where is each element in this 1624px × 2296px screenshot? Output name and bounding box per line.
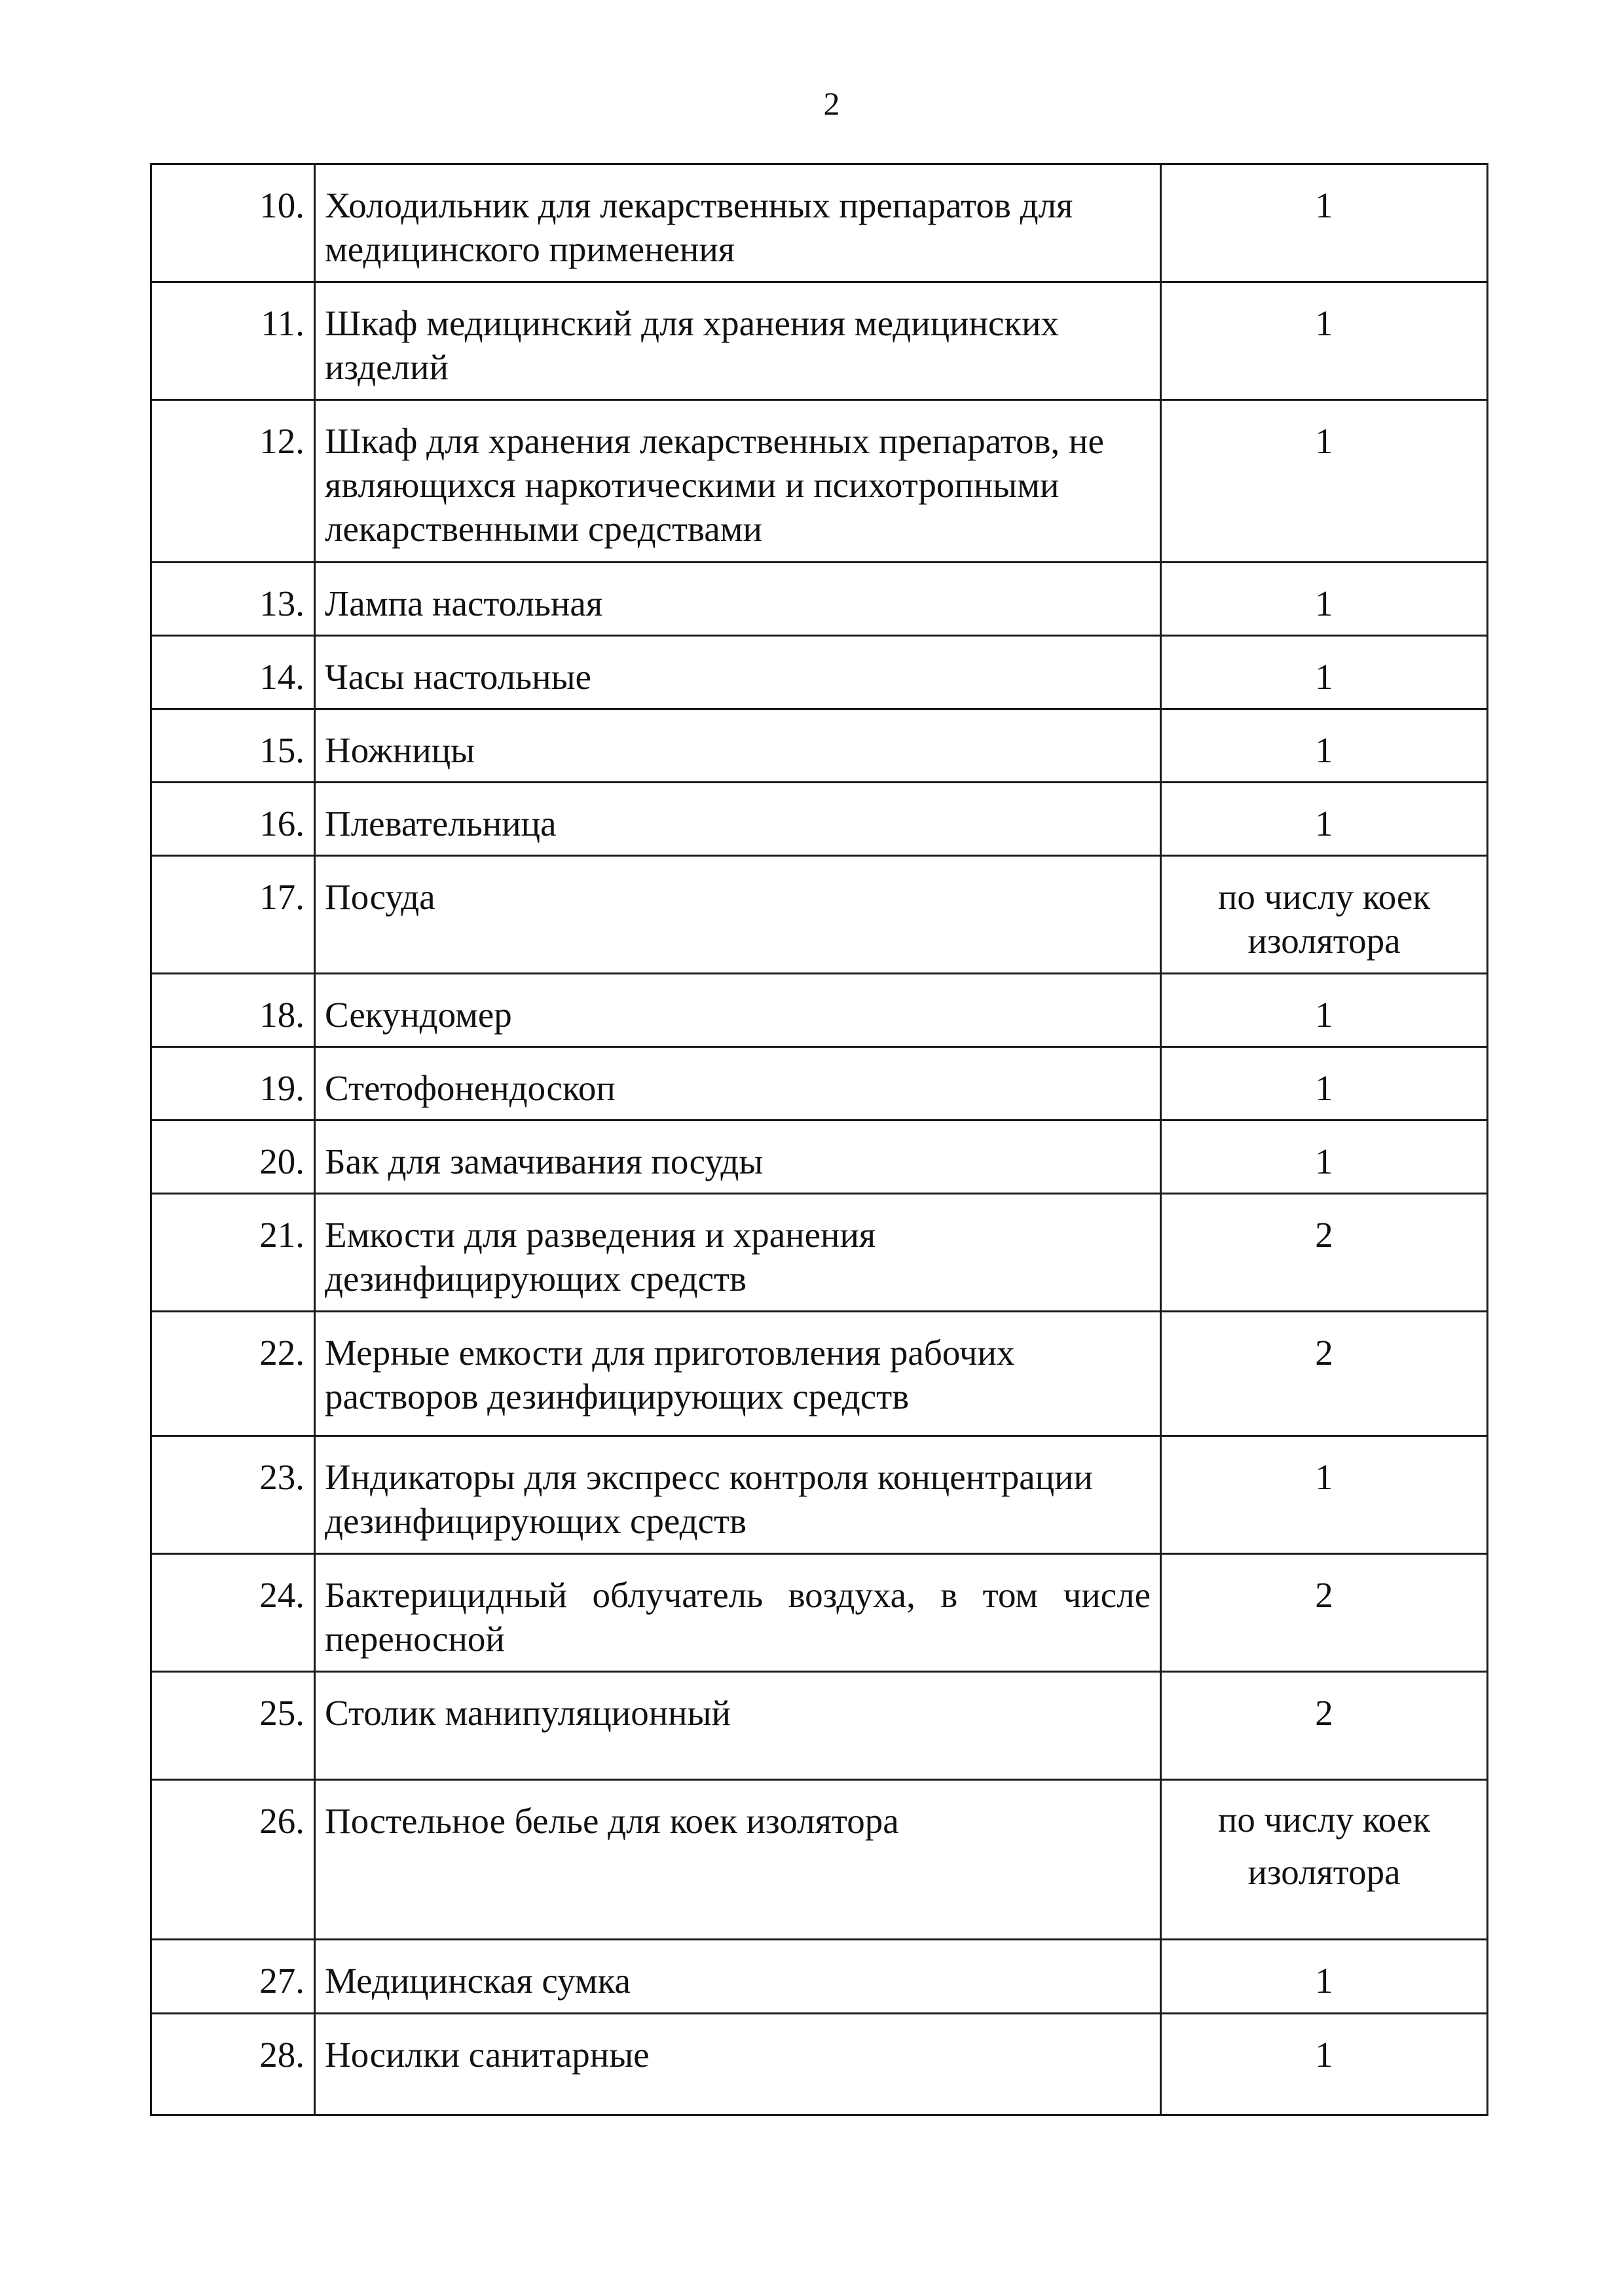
item-quantity: 1 (1161, 1436, 1488, 1554)
row-number: 16. (151, 783, 315, 856)
item-quantity: 1 (1161, 1047, 1488, 1120)
row-number: 27. (151, 1940, 315, 2014)
row-number: 20. (151, 1120, 315, 1194)
item-quantity: 1 (1161, 783, 1488, 856)
table-row (151, 1940, 1488, 2014)
item-name: Шкаф медицинский для хранения медицинских изделий (315, 282, 1161, 400)
table-row (151, 1554, 1488, 1672)
item-name: Мерные емкости для приготовления рабочих растворов дезинфицирующих средств (315, 1312, 1161, 1436)
row-number: 26. (151, 1780, 315, 1940)
equipment-table (150, 163, 1488, 2116)
table-row (151, 2014, 1488, 2115)
table-row (151, 783, 1488, 856)
row-number: 10. (151, 164, 315, 282)
row-number: 19. (151, 1047, 315, 1120)
item-quantity: 2 (1161, 1194, 1488, 1312)
item-quantity: 2 (1161, 1672, 1488, 1780)
item-name: Постельное белье для коек изолятора (315, 1780, 1161, 1940)
item-quantity: по числу коек изолятора (1161, 1780, 1488, 1940)
item-name: Плевательница (315, 783, 1161, 856)
table-row (151, 1312, 1488, 1436)
item-quantity: по числу коек изолятора (1161, 856, 1488, 974)
row-number: 23. (151, 1436, 315, 1554)
item-quantity: 1 (1161, 282, 1488, 400)
table-row (151, 164, 1488, 282)
item-quantity: 1 (1161, 400, 1488, 563)
row-number: 15. (151, 709, 315, 783)
item-name: Холодильник для лекарственных препаратов для медицинского применения (315, 164, 1161, 282)
item-name: Медицинская сумка (315, 1940, 1161, 2014)
item-name: Секундомер (315, 974, 1161, 1047)
item-name: Бак для замачивания посуды (315, 1120, 1161, 1194)
table-row (151, 856, 1488, 974)
row-number: 22. (151, 1312, 315, 1436)
item-name: Часы настольные (315, 636, 1161, 709)
item-name: Стетофонендоскоп (315, 1047, 1161, 1120)
page-number: 2 (823, 85, 840, 122)
item-quantity: 1 (1161, 563, 1488, 636)
table-row (151, 709, 1488, 783)
table-row (151, 282, 1488, 400)
item-quantity: 1 (1161, 974, 1488, 1047)
row-number: 17. (151, 856, 315, 974)
row-number: 13. (151, 563, 315, 636)
table-row (151, 400, 1488, 563)
table-row (151, 1672, 1488, 1780)
item-quantity: 2 (1161, 1312, 1488, 1436)
table-row (151, 1780, 1488, 1940)
item-quantity: 1 (1161, 2014, 1488, 2115)
table-row (151, 1194, 1488, 1312)
item-name: Шкаф для хранения лекарственных препаратов, не являющихся наркотическими и психотропными лекарственными средствами (315, 400, 1161, 563)
item-name: Ножницы (315, 709, 1161, 783)
item-quantity: 1 (1161, 1120, 1488, 1194)
item-quantity: 2 (1161, 1554, 1488, 1672)
item-name: Столик манипуляционный (315, 1672, 1161, 1780)
row-number: 28. (151, 2014, 315, 2115)
item-name: Емкости для разведения и хранения дезинфицирующих средств (315, 1194, 1161, 1312)
row-number: 18. (151, 974, 315, 1047)
item-name: Бактерицидный облучатель воздуха, в том числе переносной (315, 1554, 1161, 1672)
table-row (151, 974, 1488, 1047)
table-row (151, 1047, 1488, 1120)
item-name: Лампа настольная (315, 563, 1161, 636)
row-number: 25. (151, 1672, 315, 1780)
item-name: Индикаторы для экспресс контроля концентрации дезинфицирующих средств (315, 1436, 1161, 1554)
row-number: 12. (151, 400, 315, 563)
row-number: 24. (151, 1554, 315, 1672)
table-row (151, 1436, 1488, 1554)
table-row (151, 636, 1488, 709)
table-row (151, 563, 1488, 636)
item-quantity: 1 (1161, 1940, 1488, 2014)
item-quantity: 1 (1161, 164, 1488, 282)
item-quantity: 1 (1161, 709, 1488, 783)
item-name: Носилки санитарные (315, 2014, 1161, 2115)
row-number: 21. (151, 1194, 315, 1312)
row-number: 14. (151, 636, 315, 709)
table-row (151, 1120, 1488, 1194)
row-number: 11. (151, 282, 315, 400)
item-name: Посуда (315, 856, 1161, 974)
item-quantity: 1 (1161, 636, 1488, 709)
